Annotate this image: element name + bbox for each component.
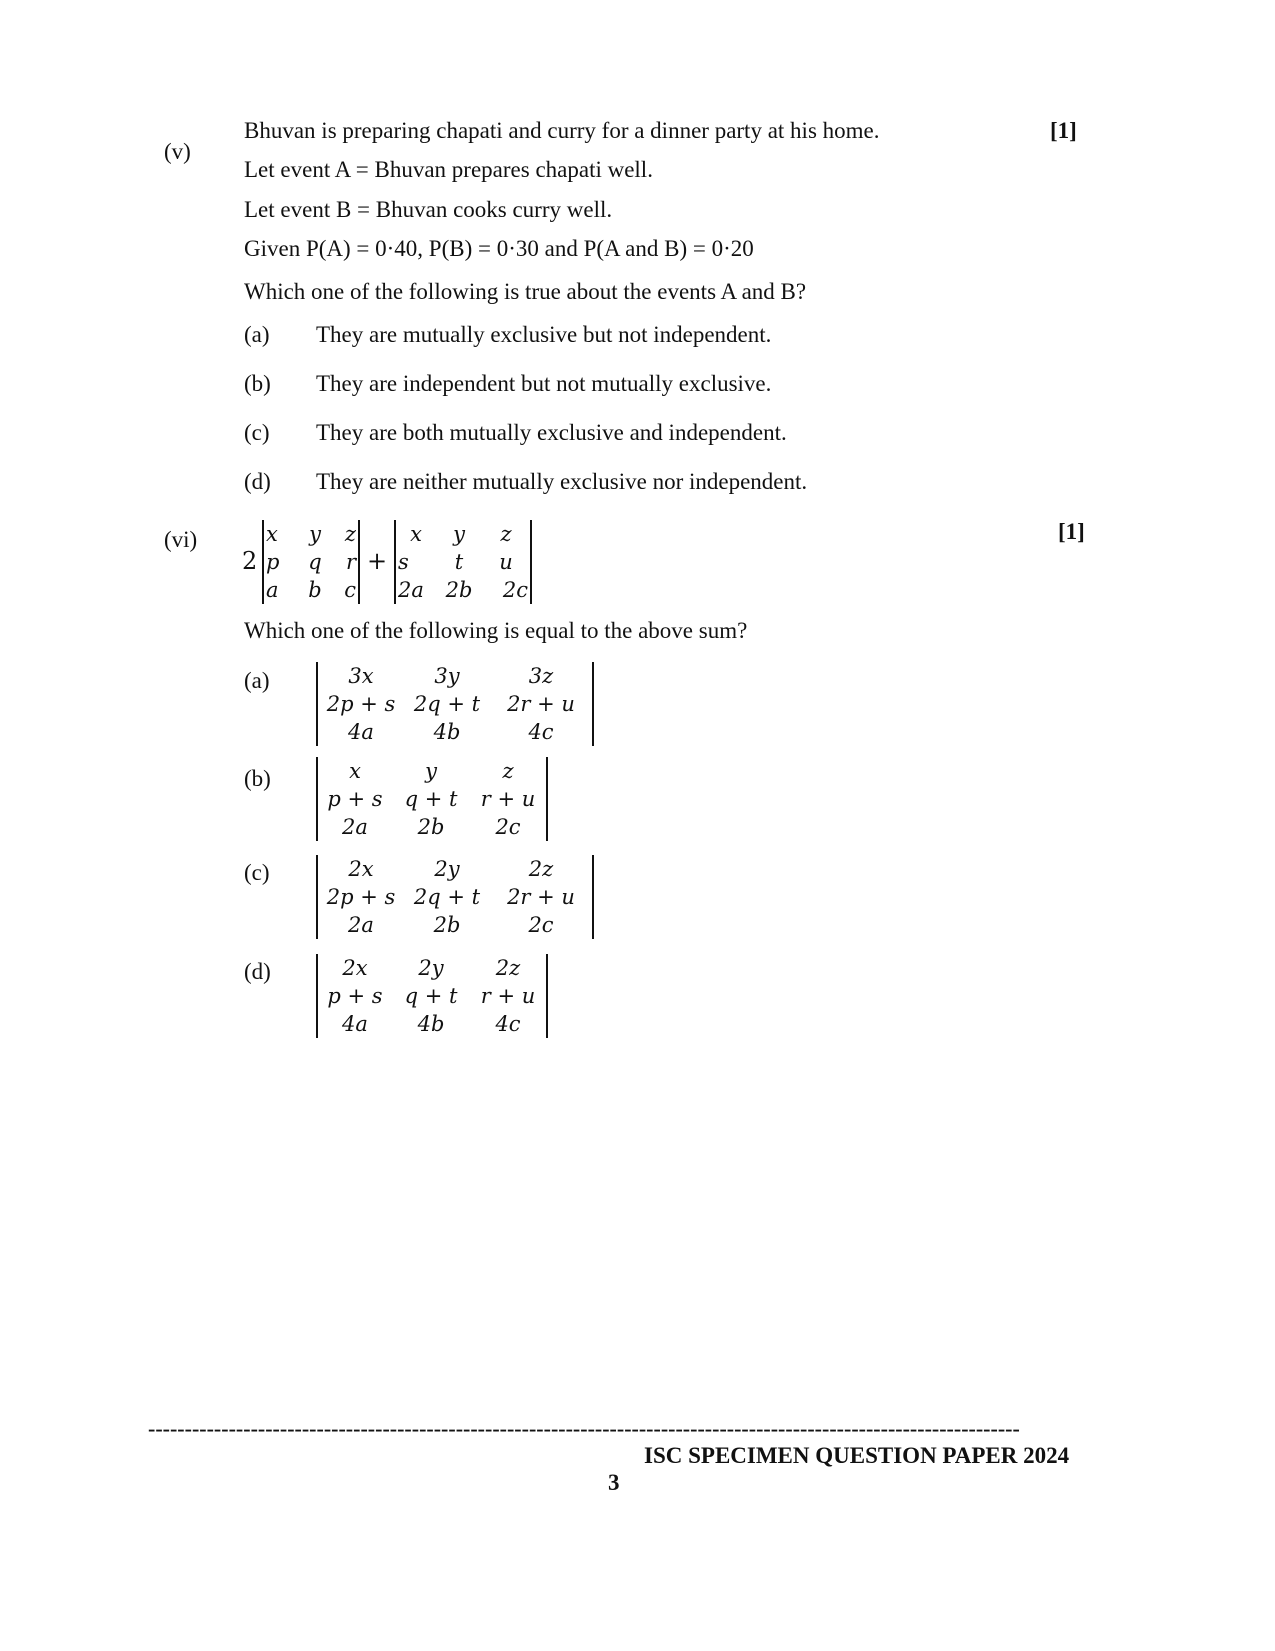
det-cell: 4a — [342, 1012, 368, 1036]
det-cell: b — [308, 578, 322, 602]
det-cell: 2c — [528, 913, 554, 937]
det-cell: q + t — [404, 787, 458, 811]
question-line: Given P(A) = 0·40, P(B) = 0·30 and P(A and B) = 0·20 — [244, 236, 754, 261]
option-text: They are both mutually exclusive and independent. — [316, 420, 787, 445]
det-cell: p — [266, 550, 280, 574]
det-cell: z — [344, 522, 356, 546]
det-cell: 2x — [342, 956, 368, 980]
det-cell: s — [398, 550, 409, 574]
option-label: (d) — [244, 959, 271, 984]
det-cell: 2q + t — [413, 885, 481, 909]
det-cell: z — [502, 759, 514, 783]
det-cell: 2y — [418, 956, 444, 980]
det-cell: y — [425, 759, 437, 783]
det-cell: 2r + u — [507, 692, 575, 716]
det-cell: r + u — [480, 984, 536, 1008]
det-cell: 2x — [348, 857, 374, 881]
det-cell: r — [345, 550, 356, 574]
marks-label: [1] — [1058, 519, 1085, 544]
question-line: Let event B = Bhuvan cooks curry well. — [244, 197, 613, 222]
option-text: They are neither mutually exclusive nor independent. — [316, 469, 808, 494]
option-c-determinant — [316, 855, 594, 939]
det-cell: a — [266, 578, 279, 602]
det-cell: 2z — [495, 956, 521, 980]
option-text: They are independent but not mutually exclusive. — [316, 371, 772, 396]
determinant-2 — [394, 520, 532, 604]
determinant-coefficient: 2 — [242, 547, 258, 575]
det-cell: 2a — [398, 578, 424, 602]
det-cell: x — [349, 759, 361, 783]
det-cell: 2a — [342, 815, 368, 839]
option-text: They are mutually exclusive but not independent. — [316, 322, 772, 347]
det-cell: 2a — [348, 913, 374, 937]
det-cell: q — [308, 550, 322, 574]
det-cell: 2c — [502, 578, 528, 602]
footer-rule: ----------------------------------------------------------------------------------------------------------------------- — [148, 1416, 1020, 1441]
det-cell: z — [500, 522, 512, 546]
det-cell: x — [266, 522, 278, 546]
option-label: (b) — [244, 766, 271, 791]
option-a-determinant — [316, 662, 594, 746]
det-cell: 4b — [417, 1012, 445, 1036]
det-cell: u — [499, 550, 513, 574]
option-label: (d) — [244, 469, 271, 494]
option-label: (b) — [244, 371, 271, 396]
det-cell: y — [453, 522, 465, 546]
det-cell: 2b — [417, 815, 445, 839]
plus-sign: + — [367, 547, 388, 575]
marks-label: [1] — [1050, 118, 1077, 143]
det-cell: 4a — [348, 720, 374, 744]
det-cell: 4b — [433, 720, 461, 744]
page-number: 3 — [608, 1470, 620, 1495]
det-cell: 2z — [528, 857, 554, 881]
determinant-1 — [262, 520, 360, 604]
det-cell: r + u — [480, 787, 536, 811]
footer-title: ISC SPECIMEN QUESTION PAPER 2024 — [644, 1443, 1070, 1468]
det-cell: 4c — [528, 720, 554, 744]
det-cell: 2b — [433, 913, 461, 937]
det-cell: 3y — [434, 664, 460, 688]
det-cell: 2p + s — [326, 692, 396, 716]
option-b-determinant — [316, 757, 548, 841]
det-cell: t — [454, 550, 464, 574]
det-cell: c — [344, 578, 356, 602]
det-cell: x — [410, 522, 422, 546]
option-label: (c) — [244, 860, 270, 885]
question-line: Which one of the following is true about the events A and B? — [244, 279, 807, 304]
question-line: Which one of the following is equal to the above sum? — [244, 618, 748, 643]
question-line: Bhuvan is preparing chapati and curry for a dinner party at his home. — [244, 118, 880, 143]
det-cell: 2y — [434, 857, 460, 881]
det-cell: 2q + t — [413, 692, 481, 716]
question-line: Let event A = Bhuvan prepares chapati well. — [244, 157, 653, 182]
det-cell: 4c — [495, 1012, 521, 1036]
option-d-determinant — [316, 954, 548, 1038]
det-cell: p + s — [327, 984, 383, 1008]
question-number: (v) — [164, 139, 191, 164]
det-cell: 2p + s — [326, 885, 396, 909]
det-cell: 2c — [495, 815, 521, 839]
det-cell: y — [309, 522, 321, 546]
det-cell: p + s — [327, 787, 383, 811]
det-cell: 3z — [528, 664, 554, 688]
option-label: (a) — [244, 322, 270, 347]
option-label: (a) — [244, 668, 270, 693]
det-cell: 2b — [445, 578, 473, 602]
det-cell: 3x — [348, 664, 374, 688]
question-number: (vi) — [164, 527, 198, 552]
det-cell: q + t — [404, 984, 458, 1008]
option-label: (c) — [244, 420, 270, 445]
det-cell: 2r + u — [507, 885, 575, 909]
